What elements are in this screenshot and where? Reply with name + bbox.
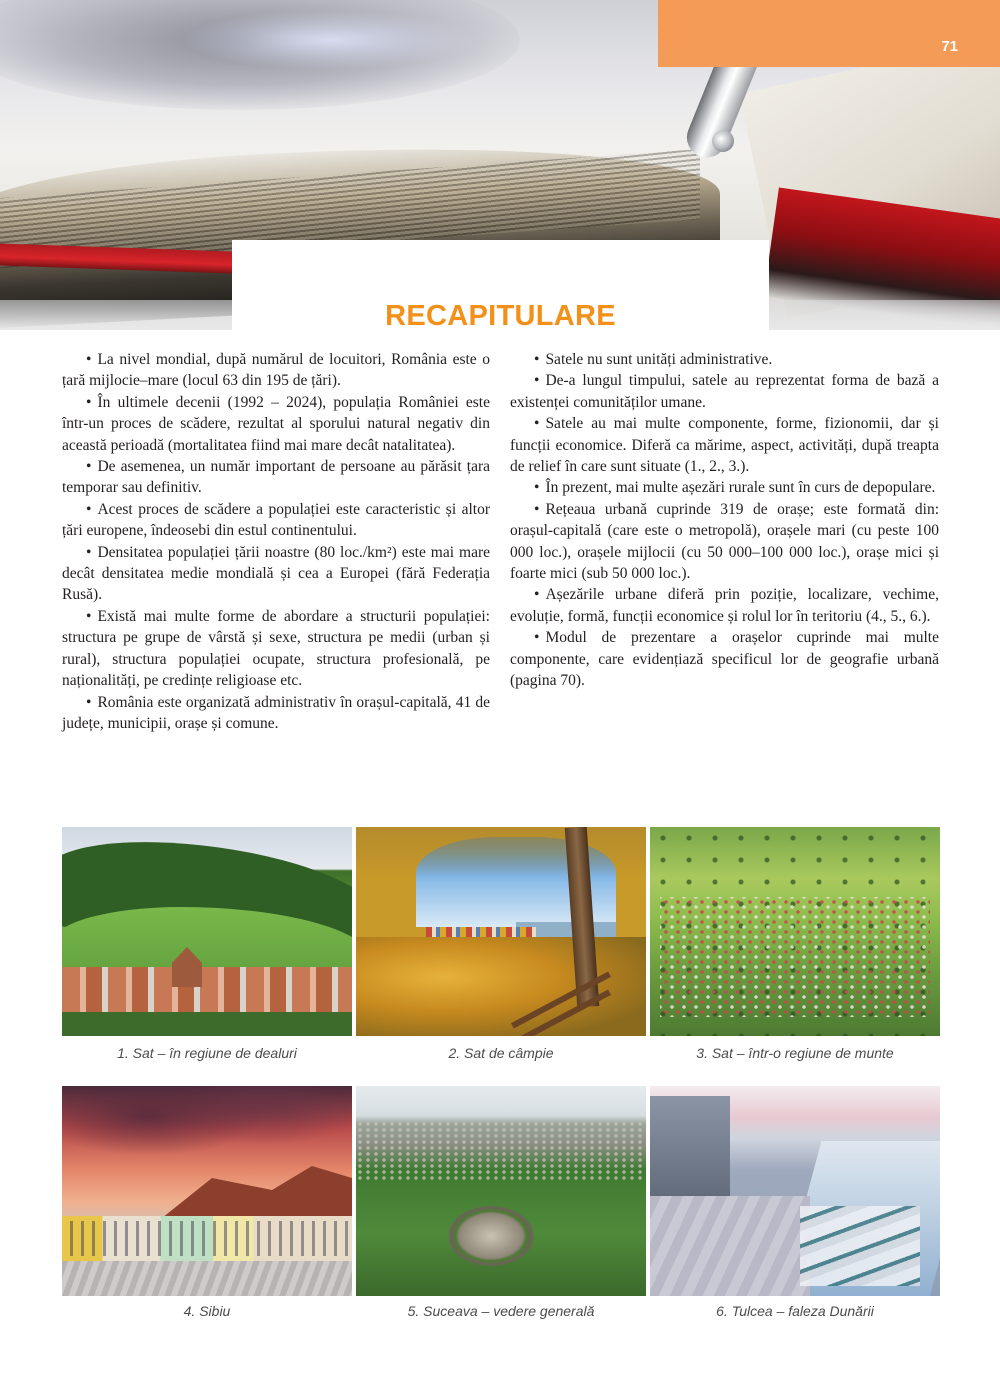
paragraph-text: Satele nu sunt unități administrative. — [545, 351, 773, 368]
moored-boats — [800, 1206, 920, 1286]
paragraph — [62, 456, 490, 499]
paragraph-text: Modul de prezentare a orașelor cuprinde mai multe componente, care evidențiază specificul lor de geografie urbană (pagina 70). — [510, 629, 939, 690]
blurred-highlight — [180, 10, 480, 70]
bullet: • — [86, 351, 92, 368]
paragraph — [62, 349, 490, 392]
bullet: • — [86, 500, 92, 518]
bullet: • — [86, 543, 92, 561]
paragraph-text: Acest proces de scădere a populației este caracteristic și altor țări europene, îndeosebi din estul continentului. — [62, 500, 490, 540]
photo-caption: 5. Suceava – vedere generală — [407, 1303, 595, 1319]
photo-plain-village — [356, 827, 646, 1036]
paragraph-text: Există mai multe forme de abordare a structurii populației: structura pe grupe de vârstă și sexe, structura pe medii (urban și rural), structura populației ocupate, structura profesională, pe naționalități, pe credințe religioase etc. — [62, 607, 490, 690]
bullet: • — [86, 393, 92, 411]
photo-suceava — [356, 1086, 646, 1296]
paragraph — [510, 499, 939, 585]
photo-caption: 4. Sibiu — [183, 1303, 231, 1319]
paragraph-text: Rețeaua urbană cuprinde 319 de orașe; este formată din: orașul-capitală (care este o metropolă), orașele mari (cu peste 100 000 loc.), orașele mijlocii (cu 50 000–100 000 loc.), orașe mici și foarte mici (sub 50 000 loc.). — [510, 500, 939, 583]
paragraph — [510, 370, 939, 413]
bullet: • — [534, 586, 540, 604]
paragraph-text: Așezările urbane diferă prin poziție, localizare, vechime, evoluție, formă, funcții economice și rolul lor în teritoriu (4., 5., 6.). — [510, 586, 939, 625]
photo-caption: 3. Sat – într-o regiune de munte — [696, 1045, 894, 1061]
pen-tip — [712, 130, 734, 152]
paragraph-text: De asemenea, un număr important de persoane au părăsit țara temporar sau definitiv. — [62, 458, 490, 497]
photo-caption: 2. Sat de câmpie — [448, 1045, 554, 1061]
fortress-ruins — [441, 1201, 541, 1271]
bullet: • — [534, 351, 540, 368]
title-box — [232, 240, 769, 330]
page-title: RECAPITULARE — [385, 300, 616, 332]
paragraph — [510, 627, 939, 691]
foreground-grass — [62, 1012, 352, 1036]
photo-hill-village — [62, 827, 352, 1036]
bullet: • — [86, 693, 92, 711]
tree-canopy — [356, 827, 646, 877]
paragraph — [510, 477, 939, 498]
paragraph — [62, 692, 490, 735]
paragraph-text: În prezent, mai multe așezări rurale sunt în curs de depopulare. — [545, 479, 936, 497]
bullet: • — [534, 479, 540, 497]
page-number-box — [658, 0, 1000, 67]
village-roofs — [62, 967, 352, 1017]
paragraph — [62, 499, 490, 542]
bullet: • — [86, 458, 92, 476]
paragraph-text: Densitatea populației țării noastre (80 loc./km²) este mai mare decât densitatea medie mondială și cea a Europei (fără Federația Rusă). — [62, 543, 490, 604]
bullet: • — [534, 629, 540, 647]
bullet: • — [86, 607, 92, 625]
windows — [62, 1221, 352, 1256]
left-text-column — [62, 349, 490, 809]
bullet: • — [534, 372, 540, 390]
photo-sibiu — [62, 1086, 352, 1296]
apartment-buildings — [650, 1096, 730, 1206]
paragraph — [62, 392, 490, 456]
paragraph — [62, 606, 490, 692]
paragraph — [510, 584, 939, 627]
autumn-foliage — [356, 937, 646, 1036]
right-text-column — [510, 349, 939, 809]
bullet: • — [534, 415, 540, 433]
paragraph — [510, 349, 939, 370]
city-background — [356, 1121, 646, 1181]
paragraph-text: În ultimele decenii (1992 – 2024), populația României este într-un proces de scădere, rezultat al sporului natural negativ din această perioadă (mortalitatea fiind mai mare decât natalitatea). — [62, 393, 490, 454]
page-number: 71 — [941, 38, 958, 55]
scattered-houses — [660, 897, 930, 1017]
promenade — [650, 1196, 810, 1296]
paragraph-text: La nivel mondial, după numărul de locuitori, România este o țară mijlocie–mare (locul 63 din 195 de țări). — [62, 351, 490, 390]
paragraph-text: De-a lungul timpului, satele au reprezentat forma de bază a existenței comunităților umane. — [510, 372, 939, 411]
cobbled-square — [62, 1261, 352, 1296]
paragraph-text: România este organizată administrativ în orașul-capitală, 41 de județe, municipii, orașe și comune. — [62, 693, 490, 732]
bullet: • — [534, 500, 540, 518]
photo-caption: 6. Tulcea – faleza Dunării — [716, 1303, 874, 1319]
photo-mountain-village — [650, 827, 940, 1036]
paragraph — [62, 542, 490, 606]
paragraph — [510, 413, 939, 477]
photo-tulcea — [650, 1086, 940, 1296]
paragraph-text: Satele au mai multe componente, forme, fizionomii, dar și funcții economice. Diferă ca mărime, aspect, activități, după treapta de relief în care sunt situate (1., 2., 3.). — [510, 415, 939, 476]
photo-caption: 1. Sat – în regiune de dealuri — [117, 1045, 297, 1061]
